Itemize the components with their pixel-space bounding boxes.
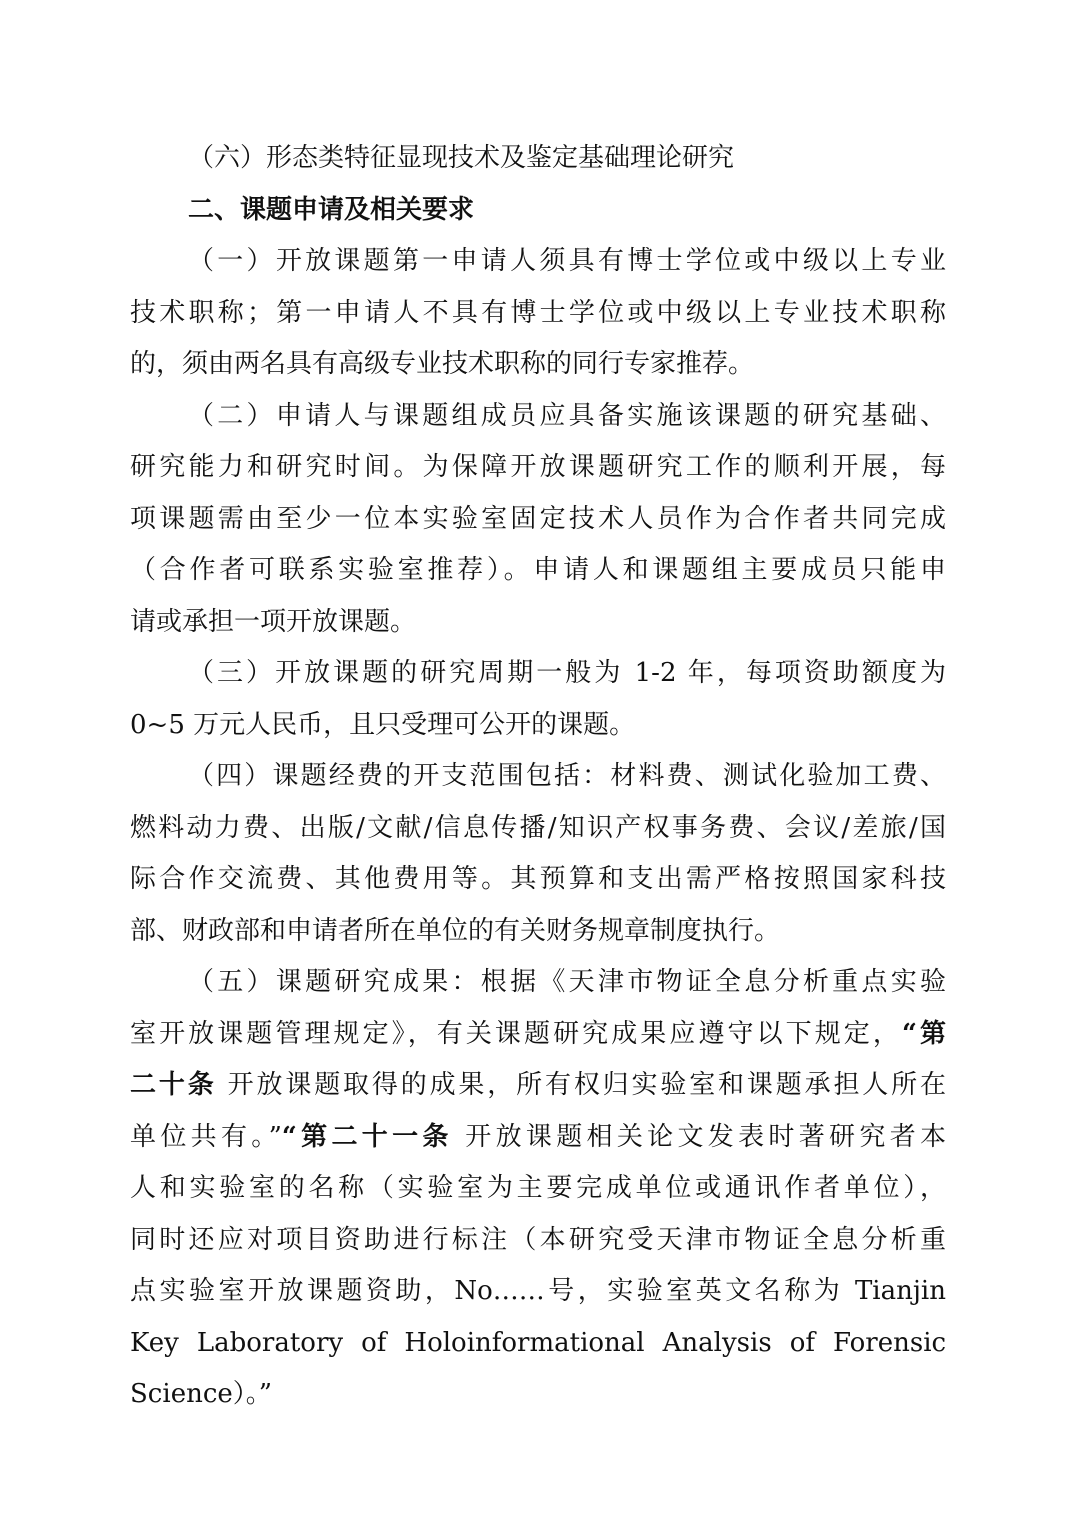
bold-text-run: 二十条 bbox=[130, 1070, 217, 1100]
document-body bbox=[130, 133, 946, 1421]
paragraph-line bbox=[130, 1060, 946, 1112]
word: Analysis bbox=[662, 1327, 772, 1358]
paragraph-line: 0~5 万元人民币，且只受理可公开的课题。 bbox=[130, 709, 636, 740]
text-run: 开放课题取得的成果，所有权归实验室和课题承担人所在 bbox=[216, 1070, 946, 1100]
paragraph-line: （三）开放课题的研究周期一般为 1-2 年，每项资助额度为 bbox=[188, 658, 946, 688]
paragraph-line: 研究能力和研究时间。为保障开放课题研究工作的顺利开展，每 bbox=[130, 452, 946, 482]
bold-text-run: “第 bbox=[901, 1018, 946, 1049]
paragraph-4 bbox=[130, 751, 946, 957]
paragraph-1 bbox=[130, 236, 946, 391]
paragraph-line: 部、财政部和申请者所在单位的有关财务规章制度执行。 bbox=[130, 915, 781, 946]
paragraph-2 bbox=[130, 391, 946, 649]
paragraph-line: （合作者可联系实验室推荐）。申请人和课题组主要成员只能申 bbox=[130, 555, 946, 585]
word: Laboratory bbox=[196, 1327, 344, 1358]
paragraph-line: 同时还应对项目资助进行标注（本研究受天津市物证全息分析重 bbox=[130, 1224, 946, 1255]
paragraph-line: （一）开放课题第一申请人须具有博士学位或中级以上专业 bbox=[188, 246, 946, 276]
paragraph-line: 的，须由两名具有高级专业技术职称的同行专家推荐。 bbox=[130, 349, 755, 379]
paragraph-3 bbox=[130, 648, 946, 751]
text-run: 开放课题相关论文发表时著研究者本 bbox=[452, 1121, 946, 1152]
paragraph-line: 际合作交流费、其他费用等。其预算和支出需严格按照国家科技 bbox=[130, 864, 946, 894]
section-two-heading: 二、课题申请及相关要求 bbox=[188, 194, 475, 225]
paragraph-line: （四）课题经费的开支范围包括：材料费、测试化验加工费、 bbox=[188, 761, 946, 791]
paragraph-line: 项课题需由至少一位本实验室固定技术人员作为合作者共同完成 bbox=[130, 503, 946, 534]
paragraph-line: 点实验室开放课题资助，No……号，实验室英文名称为 Tianjin bbox=[130, 1276, 946, 1306]
word: Forensic bbox=[833, 1327, 946, 1358]
word: Key bbox=[130, 1327, 179, 1358]
paragraph-line: 燃料动力费、出版/文献/信息传播/知识产权事务费、会议/差旅/国 bbox=[130, 812, 946, 843]
paragraph-line: 技术职称；第一申请人不具有博士学位或中级以上专业技术职称 bbox=[130, 297, 946, 328]
bold-text-run: “第二十一条 bbox=[281, 1121, 453, 1152]
paragraph-line bbox=[130, 1009, 946, 1061]
text-run: 单位共有。” bbox=[130, 1121, 282, 1152]
paragraph-line bbox=[130, 1318, 946, 1370]
paragraph-line: Science）。” bbox=[130, 1379, 273, 1409]
word: of bbox=[361, 1327, 387, 1358]
paragraph-line: （二）申请人与课题组成员应具备实施该课题的研究基础、 bbox=[188, 400, 946, 431]
paragraph-5 bbox=[130, 957, 946, 1421]
paragraph-line: 人和实验室的名称（实验室为主要完成单位或通讯作者单位）， bbox=[130, 1173, 946, 1203]
word: of bbox=[789, 1327, 815, 1358]
word: Holoinformational bbox=[404, 1327, 645, 1358]
paragraph-line: 请或承担一项开放课题。 bbox=[130, 606, 417, 637]
paragraph-line bbox=[130, 1112, 946, 1164]
text-run: 室开放课题管理规定》，有关课题研究成果应遵守以下规定， bbox=[130, 1018, 902, 1049]
item-six-line: （六）形态类特征显现技术及鉴定基础理论研究 bbox=[188, 143, 735, 173]
paragraph-line: （五）课题研究成果：根据《天津市物证全息分析重点实验 bbox=[188, 967, 946, 997]
